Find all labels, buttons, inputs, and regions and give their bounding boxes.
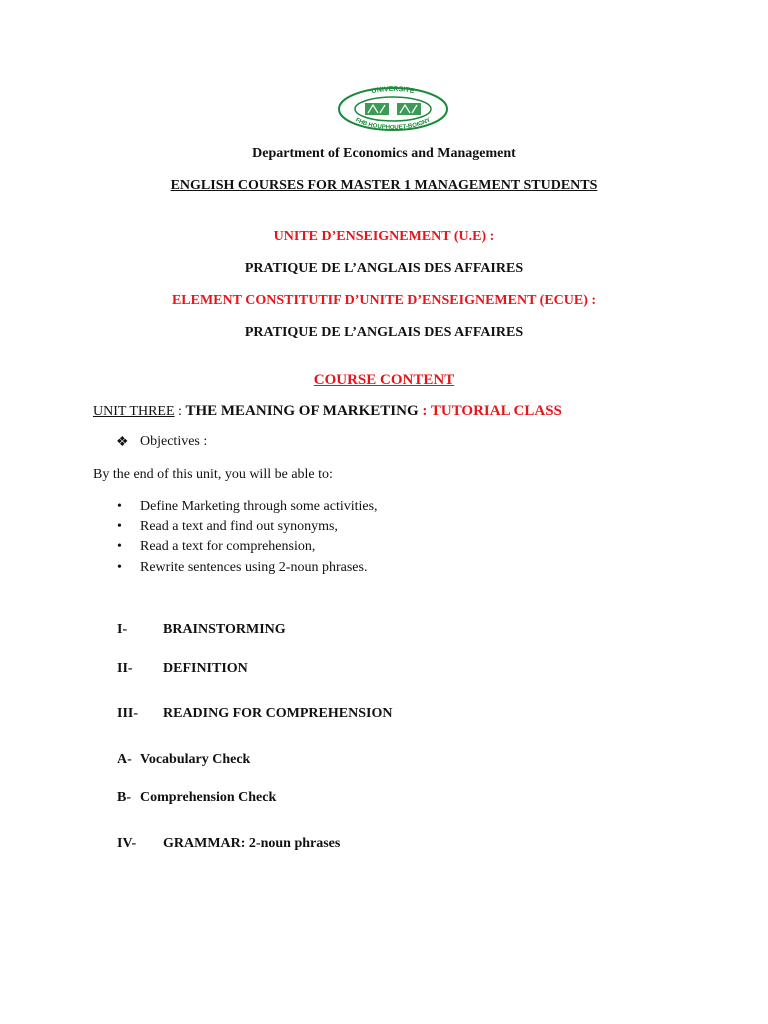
objectives-intro: By the end of this unit, you will be able to: [93, 467, 333, 482]
section-number: IV- [117, 836, 137, 851]
university-seal-icon [337, 86, 449, 132]
department-title: Department of Economics and Management [252, 146, 516, 161]
objectives-label: Objectives : [140, 434, 208, 449]
section-number: I- [117, 622, 128, 637]
unit-line [93, 403, 562, 420]
section-title: DEFINITION [163, 661, 248, 676]
subsection-number: A- [117, 752, 132, 767]
bullet-dot-icon: • [117, 519, 122, 534]
unit-label: UNIT THREE [93, 404, 175, 419]
objective-item: Define Marketing through some activities, [140, 499, 378, 514]
logo-top-text: UNIVERSITE [370, 86, 416, 96]
bullet-dot-icon: • [117, 539, 122, 554]
svg-text:FHB HOUPHOUET-BOIGNY [354, 117, 431, 131]
subsection-number: B- [117, 790, 131, 805]
objective-item: Read a text for comprehension, [140, 539, 316, 554]
bullet-dot-icon: • [117, 560, 122, 575]
svg-text:UNIVERSITE [371, 86, 415, 95]
unit-separator: : [174, 404, 186, 419]
logo-bottom-text: FHB HOUPHOUET-BOIGNY [354, 117, 432, 132]
course-content-heading: COURSE CONTENT [313, 372, 455, 388]
course-title: ENGLISH COURSES FOR MASTER 1 MANAGEMENT STUDENTS [170, 178, 598, 193]
ue-label: UNITE D’ENSEIGNEMENT (U.E) : [273, 229, 495, 244]
ue-value: PRATIQUE DE L’ANGLAIS DES AFFAIRES [244, 261, 524, 276]
objective-item: Read a text and find out synonyms, [140, 519, 338, 534]
section-title: GRAMMAR: 2-noun phrases [163, 836, 341, 851]
section-title: READING FOR COMPREHENSION [163, 706, 393, 721]
unit-type: : TUTORIAL CLASS [418, 403, 562, 419]
section-number: II- [117, 661, 133, 676]
subsection-title: Vocabulary Check [140, 752, 251, 767]
section-number: III- [117, 706, 139, 721]
subsection-title: Comprehension Check [140, 790, 277, 805]
diamond-bullet-icon: ❖ [116, 435, 129, 450]
ecue-value: PRATIQUE DE L’ANGLAIS DES AFFAIRES [244, 325, 524, 340]
objective-item: Rewrite sentences using 2-noun phrases. [140, 560, 368, 575]
unit-title: THE MEANING OF MARKETING [185, 403, 419, 419]
section-title: BRAINSTORMING [163, 622, 286, 637]
ecue-label: ELEMENT CONSTITUTIF D’UNITE D’ENSEIGNEMENT (ECUE) : [171, 293, 597, 308]
bullet-dot-icon: • [117, 499, 122, 514]
